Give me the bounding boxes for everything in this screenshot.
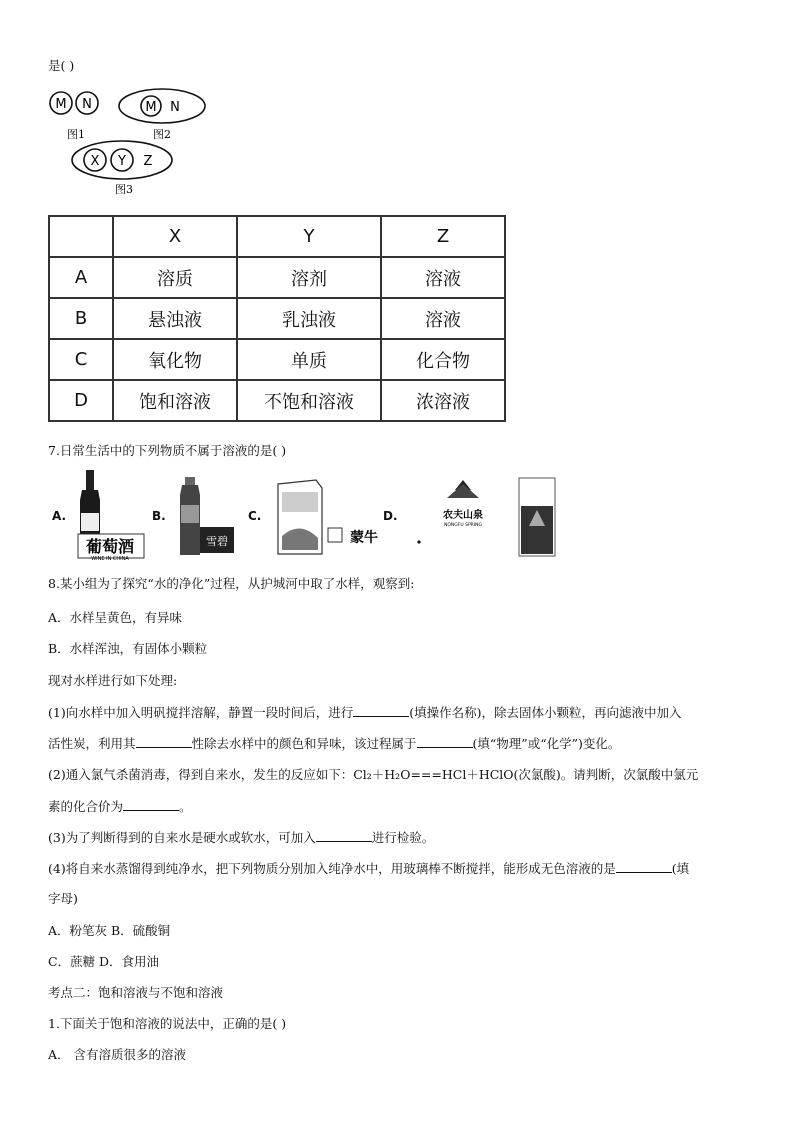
q8-part4-text: (4)将自来水蒸馏得到纯净水，把下列物质分别加入纯净水中，用玻璃棒不断搅拌，能形成无色溶液的是: [48, 861, 616, 876]
milk-carton-image: [272, 476, 390, 558]
answer-blank[interactable]: [136, 735, 192, 748]
table-cell: 浓溶液: [381, 380, 505, 421]
q8-part1-line2: [48, 735, 620, 752]
table-cell: 乳浊液: [237, 298, 381, 339]
q7-option-b-label: B.: [152, 509, 166, 523]
table-cell: 悬浊液: [113, 298, 237, 339]
sprite-bottle-image: [176, 475, 238, 557]
fig3-inner-x: X: [90, 154, 100, 169]
milk-label-text: 蒙牛: [350, 530, 378, 546]
wine-bottle-image: [70, 468, 148, 560]
table-row: [49, 257, 505, 298]
table-cell: 单质: [237, 339, 381, 380]
q8-part1-text: (填“物理”或“化学”)变化。: [472, 736, 621, 751]
fig3-inner-y: Y: [118, 154, 126, 169]
q8-part1-text: (1)向水样中加入明矾搅拌溶解，静置一段时间后，进行: [48, 705, 354, 720]
answer-blank[interactable]: [316, 829, 372, 842]
sprite-label-text: 雪碧: [206, 535, 228, 548]
table-row: [49, 339, 505, 380]
q8-part3-text: 进行检验。: [371, 830, 435, 845]
table-cell: 不饱和溶液: [237, 380, 381, 421]
venn-figures: [44, 86, 224, 198]
q8-part2-line1: (2)通入氯气杀菌消毒，得到自来水，发生的反应如下：Cl₂＋H₂O===HCl＋HClO(次氯酸)。请判断，次氯酸中氯元: [48, 767, 699, 782]
table-header-cell: X: [113, 216, 237, 257]
water-bottle-image: [405, 476, 561, 558]
answer-blank[interactable]: [417, 735, 473, 748]
q8-part3-text: (3)为了判断得到的自来水是硬水或软水，可加入: [48, 830, 316, 845]
table-cell: 化合物: [381, 339, 505, 380]
fig1-circle-n: N: [82, 97, 92, 112]
table-cell: 溶质: [113, 257, 237, 298]
q8-observation-a: A．水样呈黄色，有异味: [48, 610, 183, 625]
figure-1: [50, 92, 98, 141]
table-cell: 溶剂: [237, 257, 381, 298]
q8-part4-line2: 字母): [48, 891, 78, 906]
table-row: [49, 380, 505, 421]
section-heading: 考点二：饱和溶液与不饱和溶液: [48, 985, 224, 1000]
table-cell: 饱和溶液: [113, 380, 237, 421]
q8-part2-text: 。: [179, 799, 192, 814]
q8-part1-text: (填操作名称)，除去固体小颗粒，再向滤液中加入: [409, 705, 682, 720]
table-cell: 溶液: [381, 298, 505, 339]
figure-3: [72, 141, 172, 196]
q7-option-d-label: D.: [383, 509, 398, 523]
answer-blank[interactable]: [123, 798, 179, 811]
answer-blank[interactable]: [353, 704, 409, 717]
q8-process-intro: 现对水样进行如下处理:: [48, 673, 178, 688]
fig2-inner-m: M: [145, 100, 157, 115]
fig1-circle-m: M: [55, 97, 67, 112]
q8-part1-text: 活性炭，利用其: [48, 736, 136, 751]
s2-q1-option-a: A． 含有溶质很多的溶液: [48, 1047, 187, 1062]
q8-part4-text: (填: [671, 861, 690, 876]
q8-observation-b: B．水样浑浊，有固体小颗粒: [48, 641, 208, 656]
options-table: [48, 215, 506, 422]
q8-options-ab: A．粉笔灰 B．硫酸铜: [48, 923, 171, 938]
fig3-caption: 图3: [115, 183, 133, 196]
q7-option-a-label: A.: [52, 509, 67, 523]
q8-stem: 8.某小组为了探究“水的净化”过程，从护城河中取了水样，观察到:: [48, 576, 415, 591]
q8-part1-line1: [48, 704, 681, 721]
table-cell: 溶液: [381, 257, 505, 298]
table-cell: 氧化物: [113, 339, 237, 380]
q8-part4-line1: [48, 860, 689, 877]
table-header-cell: [49, 216, 113, 257]
table-cell: C: [49, 339, 113, 380]
q8-part3: [48, 829, 434, 846]
q8-part2-text: 素的化合价为: [48, 799, 124, 814]
q8-options-cd: C．蔗糖 D．食用油: [48, 954, 160, 969]
q7-option-c-label: C.: [248, 509, 262, 523]
answer-blank[interactable]: [616, 860, 672, 873]
figure-2: [119, 89, 205, 141]
q8-part1-text: 性除去水样中的颜色和异味，该过程属于: [191, 736, 417, 751]
table-row: [49, 298, 505, 339]
wine-sublabel-text: WINE IN CHINA: [91, 556, 129, 560]
wine-label-text: 葡萄酒: [85, 537, 135, 556]
table-header-row: [49, 216, 505, 257]
fig2-caption: 图2: [153, 128, 171, 141]
intro-line: 是( ): [48, 58, 75, 73]
fig1-caption: 图1: [67, 128, 85, 141]
fig3-outer-z: Z: [143, 154, 153, 169]
fig2-outer-n: N: [170, 100, 180, 115]
water-brand-text: 农夫山泉: [443, 510, 483, 521]
table-cell: D: [49, 380, 113, 421]
table-header-cell: Y: [237, 216, 381, 257]
q8-part2-line2: [48, 798, 192, 815]
table-cell: A: [49, 257, 113, 298]
s2-q1-stem: 1.下面关于饱和溶液的说法中，正确的是( ): [48, 1016, 287, 1031]
table-header-cell: Z: [381, 216, 505, 257]
table-cell: B: [49, 298, 113, 339]
q7-stem: 7.日常生活中的下列物质不属于溶液的是( ): [48, 443, 287, 458]
water-brand-subtext: NONGFU SPRING: [444, 523, 482, 528]
